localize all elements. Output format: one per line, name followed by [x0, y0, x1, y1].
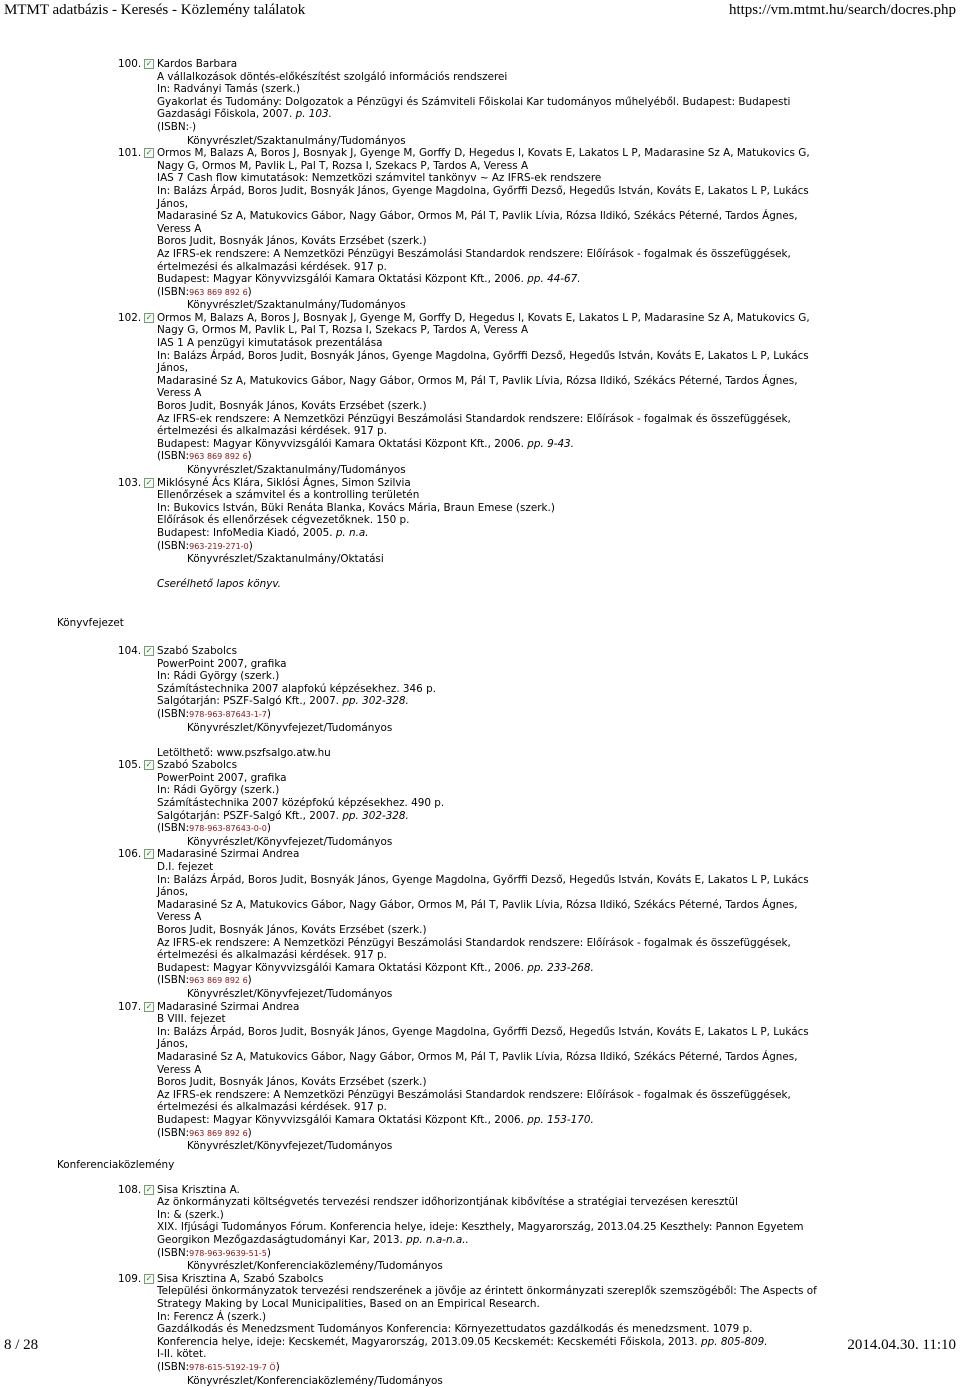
isbn-link[interactable]: 978-963-9639-51-5 [189, 1248, 267, 1258]
entry-authors: Miklósyné Ács Klára, Siklósi Ágnes, Simon Szilvia [157, 476, 411, 489]
entry-number: 104. [118, 644, 142, 657]
entry-title: IAS 1 A penzügyi kimutatások prezentálása [157, 337, 383, 350]
isbn-close: ) [247, 1126, 252, 1139]
isbn-label: (ISBN: [157, 450, 190, 463]
checkbox-checked-icon[interactable]: ✓ [145, 1001, 153, 1011]
entry-publication [157, 962, 826, 975]
entry-book: értelmezési és alkalmazási kérdések. 917 p. [157, 949, 387, 962]
entry-pages: pp. 302-328. [342, 695, 409, 708]
result-entry [0, 477, 960, 566]
entry-editors: In: Rádi György (szerk.) [157, 784, 280, 797]
entry-authors: Szabó Szabolcs [157, 644, 238, 657]
entry-pages: p. n.a. [335, 526, 369, 539]
entry-pages: pp. 153-170. [527, 1113, 594, 1126]
entry-isbn [157, 450, 826, 464]
isbn-label: (ISBN: [157, 1361, 190, 1373]
entry-authors: Ormos M, Balazs A, Boros J, Bosnyak J, Gyenge M, Gorffy D, Hegedus I, Kovats E, Lakatos L P, Madarasine Sz A, Matukovics G, [157, 147, 810, 160]
entry-category: Könyvrészlet/Szaktanulmány/Tudományos [187, 299, 406, 312]
entry-book: Számítástechnika 2007 alapfokú képzésekhez. 346 p. [157, 682, 436, 695]
entry-pages: pp. 44-67. [527, 273, 581, 286]
result-entry [0, 848, 960, 1000]
isbn-label: (ISBN: [157, 707, 190, 720]
isbn-close: ) [266, 1246, 271, 1259]
entry-editors: Madarasiné Sz A, Matukovics Gábor, Nagy Gábor, Ormos M, Pál T, Pavlik Lívia, Rózsa Ildikó, Székács Péterné, Tardos Ágnes, Veress A [157, 374, 798, 400]
entry-title: A vállalkozások döntés-előkészítést szolgáló információs rendszerei [157, 70, 508, 83]
entry-publisher: Budapest: Magyar Könyvvizsgálói Kamara Oktatási Központ Kft., 2006. [157, 437, 524, 450]
isbn-close: ) [266, 822, 271, 835]
entry-publisher: Budapest: Magyar Könyvvizsgálói Kamara Oktatási Központ Kft., 2006. [157, 273, 524, 286]
entry-authors: Kardos Barbara [157, 58, 238, 70]
entry-isbn [157, 1247, 826, 1261]
print-header [0, 0, 960, 22]
isbn-link[interactable]: - [189, 122, 193, 132]
entry-editors: Madarasiné Sz A, Matukovics Gábor, Nagy Gábor, Ormos M, Pál T, Pavlik Lívia, Rózsa Ildikó, Székács Péterné, Tardos Ágnes, Veress A [157, 898, 798, 924]
result-entry [0, 312, 960, 477]
result-entry [0, 1184, 960, 1273]
entry-category: Könyvrészlet/Konferenciaközlemény/Tudományos [187, 1260, 443, 1273]
entry-editors: Boros Judit, Bosnyák János, Kováts Erzsébet (szerk.) [157, 400, 427, 413]
entry-book: értelmezési és alkalmazási kérdések. 917 p. [157, 425, 387, 438]
isbn-label: (ISBN: [157, 285, 190, 298]
entry-number: 105. [118, 759, 142, 772]
isbn-link[interactable]: 963 869 892 6 [189, 1128, 248, 1138]
entry-category: Könyvrészlet/Könyvfejezet/Tudományos [187, 721, 393, 734]
entry-pages: pp. 805-809. [701, 1335, 768, 1348]
isbn-link[interactable]: 978-615-5192-19-7 Ö [189, 1363, 276, 1372]
result-entry [0, 58, 960, 147]
entry-editors: In: Balázs Árpád, Boros Judit, Bosnyák János, Gyenge Magdolna, Győrffi Dezső, Hegedűs István, Kováts E, Lakatos L P, Lukács János, [157, 349, 809, 375]
entry-publisher: Salgótarján: PSZF-Salgó Kft., 2007. [157, 695, 339, 708]
checkbox-checked-icon[interactable]: ✓ [145, 148, 153, 158]
isbn-close: ) [247, 285, 252, 298]
isbn-close: ) [266, 707, 271, 720]
entry-editors: In: Bukovics István, Büki Renáta Blanka, Kovács Mária, Braun Emese (szerk.) [157, 501, 555, 514]
entry-book: értelmezési és alkalmazási kérdések. 917 p. [157, 260, 387, 273]
entry-authors: Sisa Krisztina A, Szabó Szabolcs [157, 1272, 324, 1285]
isbn-close: ) [248, 539, 253, 552]
entry-authors: Ormos M, Balazs A, Boros J, Bosnyak J, Gyenge M, Gorffy D, Hegedus I, Kovats E, Lakatos L P, Madarasine Sz A, Matukovics G, [157, 311, 810, 324]
checkbox-checked-icon[interactable]: ✓ [145, 760, 153, 770]
result-entry [0, 759, 960, 848]
entry-category: Könyvrészlet/Szaktanulmány/Oktatási [187, 553, 384, 566]
entry-authors: Madarasiné Szirmai Andrea [157, 1000, 300, 1013]
page-title: MTMT adatbázis - Keresés - Közlemény találatok [4, 2, 306, 18]
entry-title: IAS 7 Cash flow kimutatások: Nemzetközi számvitel tankönyv ~ Az IFRS-ek rendszere [157, 172, 602, 185]
entry-category: Könyvrészlet/Könyvfejezet/Tudományos [187, 1140, 393, 1153]
isbn-link[interactable]: 963 869 892 6 [189, 452, 248, 462]
checkbox-checked-icon[interactable]: ✓ [145, 1184, 153, 1194]
isbn-label: (ISBN: [157, 1246, 190, 1259]
entry-isbn [157, 286, 826, 300]
entry-book: értelmezési és alkalmazási kérdések. 917 p. [157, 1101, 387, 1114]
entry-category: Könyvrészlet/Szaktanulmány/Tudományos [187, 134, 406, 147]
entry-publisher: Georgikon Mezőgazdaságtudományi Kar, 2013. [157, 1234, 403, 1247]
entry-number: 109. [118, 1272, 142, 1285]
entry-editors: In: Balázs Árpád, Boros Judit, Bosnyák János, Gyenge Magdolna, Győrffi Dezső, Hegedűs István, Kováts E, Lakatos L P, Lukács János, [157, 873, 809, 899]
isbn-label: (ISBN: [157, 974, 190, 987]
entry-book: Előírások és ellenőrzések cégvezetőknek. 150 p. [157, 514, 410, 527]
results-list [0, 58, 960, 1387]
isbn-label: (ISBN: [157, 120, 190, 133]
print-datetime: 2014.04.30. 11:10 [847, 1337, 956, 1353]
isbn-label: (ISBN: [157, 1126, 190, 1139]
entry-authors: Sisa Krisztina A. [157, 1183, 240, 1196]
entry-title: Ellenőrzések a számvitel és a kontrolling területén [157, 489, 420, 502]
entry-download-note: Letölthető: www.pszfsalgo.atw.hu [157, 746, 331, 759]
entry-category: Könyvrészlet/Konferenciaközlemény/Tudományos [187, 1374, 443, 1387]
entry-book: XIX. Ifjúsági Tudományos Fórum. Konferencia helye, ideje: Keszthely, Magyarország, 2013.04.25 Keszthely: Pannon Egyetem [157, 1221, 804, 1234]
entry-title: Strategy Making by Local Municipalities, Based on an Empirical Research. [157, 1298, 540, 1311]
isbn-close: ) [247, 974, 252, 987]
entry-editors: Boros Judit, Bosnyák János, Kováts Erzsébet (szerk.) [157, 235, 427, 248]
entry-authors: Madarasiné Szirmai Andrea [157, 848, 300, 861]
entry-isbn [157, 540, 826, 554]
entry-publisher: Gazdasági Főiskola, 2007. [157, 108, 293, 121]
page-url: https://vm.mtmt.hu/search/docres.php [728, 2, 956, 18]
entry-isbn [157, 974, 826, 988]
entry-pages: pp. n.a-n.a.. [406, 1234, 469, 1247]
entry-pages: pp. 9-43. [527, 437, 574, 450]
entry-editors: In: Balázs Árpád, Boros Judit, Bosnyák János, Gyenge Magdolna, Győrffi Dezső, Hegedűs István, Kováts E, Lakatos L P, Lukács János, [157, 1025, 809, 1051]
entry-editors: Boros Judit, Bosnyák János, Kováts Erzsébet (szerk.) [157, 1076, 427, 1089]
entry-publication [157, 438, 826, 451]
entry-publisher: Budapest: Magyar Könyvvizsgálói Kamara Oktatási Központ Kft., 2006. [157, 1113, 524, 1126]
entry-note: Cserélhető lapos könyv. [157, 578, 281, 591]
entry-title: B VIII. fejezet [157, 1013, 226, 1026]
entry-publisher: Salgótarján: PSZF-Salgó Kft., 2007. [157, 809, 339, 822]
page-number: 8 / 28 [4, 1337, 39, 1353]
entry-book: Számítástechnika 2007 középfokú képzésekhez. 490 p. [157, 797, 445, 810]
entry-pages: pp. 302-328. [342, 809, 409, 822]
entry-book: Gyakorlat és Tudomány: Dolgozatok a Pénzügyi és Számviteli Főiskolai Kar tudományos műhelyéből. Budapest: Budapesti [157, 95, 791, 108]
entry-volume: I-II. kötet. [157, 1348, 207, 1361]
entry-number: 107. [118, 1000, 142, 1013]
checkbox-checked-icon[interactable]: ✓ [145, 1273, 153, 1283]
entry-publisher: Budapest: Magyar Könyvvizsgálói Kamara Oktatási Központ Kft., 2006. [157, 961, 524, 974]
checkbox-checked-icon[interactable]: ✓ [145, 645, 153, 655]
entry-authors: Szabó Szabolcs [157, 759, 238, 772]
isbn-close: ) [275, 1361, 280, 1373]
entry-publisher: Budapest: InfoMedia Kiadó, 2005. [157, 526, 333, 539]
spacer [0, 566, 960, 579]
entry-isbn [157, 1127, 826, 1141]
result-entry [0, 645, 960, 759]
entry-isbn [157, 1361, 826, 1375]
entry-number: 108. [118, 1183, 142, 1196]
entry-editors: Madarasiné Sz A, Matukovics Gábor, Nagy Gábor, Ormos M, Pál T, Pavlik Lívia, Rózsa Ildikó, Székács Péterné, Tardos Ágnes, Veress A [157, 210, 798, 235]
isbn-link[interactable]: 963-219-271-0 [189, 541, 249, 551]
entry-pages: p. 103. [295, 108, 332, 121]
entry-pages: pp. 233-268. [527, 961, 594, 974]
isbn-label: (ISBN: [157, 822, 190, 835]
entry-number: 100. [118, 58, 142, 70]
isbn-label: (ISBN: [157, 539, 190, 552]
entry-publisher: Konferencia helye, ideje: Kecskemét, Magyarország, 2013.09.05 Kecskemét: Kecskeméti Főiskola, 2013. [157, 1335, 698, 1348]
entry-category: Könyvrészlet/Könyvfejezet/Tudományos [187, 987, 393, 1000]
isbn-link[interactable]: 963 869 892 6 [189, 976, 248, 986]
entry-editors: Madarasiné Sz A, Matukovics Gábor, Nagy Gábor, Ormos M, Pál T, Pavlik Lívia, Rózsa Ildikó, Székács Péterné, Tardos Ágnes, Veress A [157, 1050, 798, 1076]
entry-editors: Boros Judit, Bosnyák János, Kováts Erzsébet (szerk.) [157, 924, 427, 936]
entry-title: Az önkormányzati költségvetés tervezési rendszer időhorizontjának kibővítése a stratégiai tervezésen keresztül [157, 1196, 738, 1209]
entry-book: Az IFRS-ek rendszere: A Nemzetközi Pénzügyi Beszámolási Standardok rendszere: Előírások - fogalmak és összefüggések, [157, 412, 791, 425]
entry-number: 101. [118, 147, 142, 160]
isbn-close: ) [192, 120, 197, 133]
isbn-link[interactable]: 978-963-87643-1-7 [189, 709, 267, 719]
entry-authors: Nagy G, Ormos M, Pavlik L, Pal T, Rozsa I, Szekacs P, Tardos A, Veress A [157, 324, 529, 337]
print-footer [0, 1335, 960, 1357]
section-heading: Könyvfejezet [57, 616, 124, 629]
isbn-close: ) [247, 450, 252, 463]
result-entry [0, 147, 960, 312]
entry-editors: In: Balázs Árpád, Boros Judit, Bosnyák János, Gyenge Magdolna, Győrffi Dezső, Hegedűs István, Kováts E, Lakatos L P, Lukács János, [157, 184, 809, 210]
entry-number: 102. [118, 311, 142, 324]
entry-book: Az IFRS-ek rendszere: A Nemzetközi Pénzügyi Beszámolási Standardok rendszere: Előírások - fogalmak és összefüggések, [157, 936, 791, 949]
entry-book: Gazdálkodás és Menedzsment Tudományos Konferencia: Környezettudatos gazdálkodás és menedzsment. 1079 p. [157, 1323, 753, 1336]
entry-isbn [157, 121, 826, 135]
entry-number: 106. [118, 848, 142, 861]
checkbox-checked-icon[interactable]: ✓ [145, 849, 153, 859]
entry-book: Az IFRS-ek rendszere: A Nemzetközi Pénzügyi Beszámolási Standardok rendszere: Előírások - fogalmak és összefüggések, [157, 247, 791, 260]
entry-editors: In: Radványi Tamás (szerk.) [157, 83, 301, 96]
entry-title: PowerPoint 2007, grafika [157, 771, 287, 784]
checkbox-checked-icon[interactable]: ✓ [145, 59, 153, 68]
entry-isbn [157, 708, 826, 722]
entry-isbn [157, 822, 826, 836]
entry-title: PowerPoint 2007, grafika [157, 657, 287, 670]
entry-title: D.I. fejezet [157, 861, 214, 874]
entry-category: Könyvrészlet/Szaktanulmány/Tudományos [187, 464, 406, 476]
entry-publication [157, 108, 826, 121]
isbn-link[interactable]: 963 869 892 6 [189, 287, 248, 297]
entry-publication [157, 273, 826, 286]
entry-publication [157, 1234, 826, 1247]
result-entry [0, 1001, 960, 1153]
entry-publication [157, 1114, 826, 1127]
checkbox-checked-icon[interactable]: ✓ [145, 312, 153, 322]
entry-publication [157, 695, 826, 708]
entry-number: 103. [118, 476, 142, 489]
section-heading: Konferenciaközlemény [57, 1158, 175, 1171]
result-entry [0, 1273, 960, 1387]
isbn-link[interactable]: 978-963-87643-0-0 [189, 824, 267, 834]
checkbox-checked-icon[interactable]: ✓ [145, 477, 153, 487]
entry-editors: In: & (szerk.) [157, 1208, 224, 1221]
entry-authors: Nagy G, Ormos M, Pavlik L, Pal T, Rozsa I, Szekacs P, Tardos A, Veress A [157, 159, 529, 172]
entry-book: Az IFRS-ek rendszere: A Nemzetközi Pénzügyi Beszámolási Standardok rendszere: Előírások - fogalmak és összefüggések, [157, 1088, 791, 1101]
entry-category: Könyvrészlet/Könyvfejezet/Tudományos [187, 835, 393, 848]
entry-publication [157, 810, 826, 823]
entry-publication [157, 527, 826, 540]
entry-editors: In: Ferencz Á (szerk.) [157, 1310, 267, 1323]
spacer [157, 734, 826, 747]
entry-title: Települési önkormányzatok tervezési rendszerének a jövője az érintett önkormányzati szereplők szemszögéből: The Aspects of [157, 1285, 817, 1298]
entry-editors: In: Rádi György (szerk.) [157, 670, 280, 683]
